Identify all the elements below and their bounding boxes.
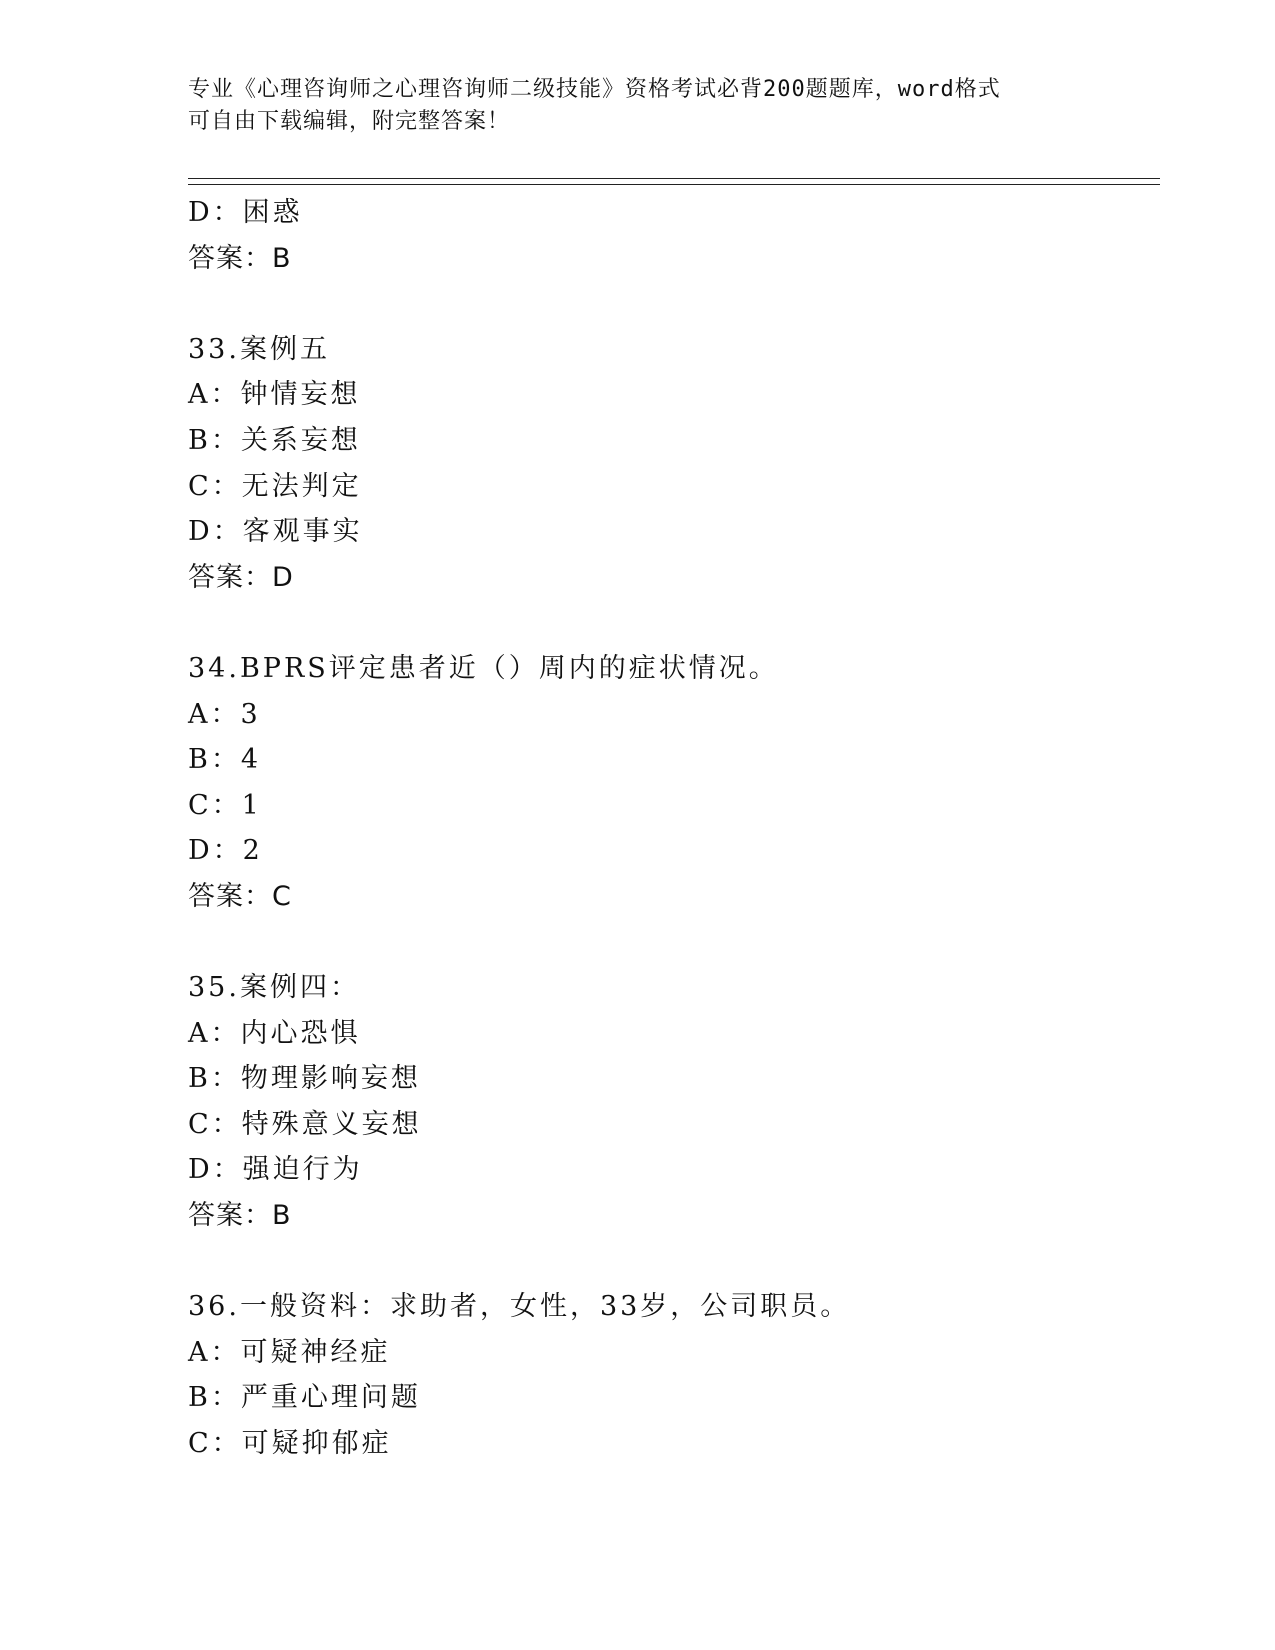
question-block-35 — [188, 965, 1148, 1239]
option-a: A：钟情妄想 — [188, 379, 361, 411]
option-a: A：内心恐惧 — [188, 1017, 361, 1049]
spacer — [188, 600, 1148, 646]
header-line-2: 可自由下载编辑，附完整答案！ — [188, 109, 511, 134]
question-text: 34.BPRS评定患者近（）周内的症状情况。 — [188, 652, 779, 684]
answer: 答案：B — [188, 1200, 292, 1232]
spacer — [188, 281, 1148, 327]
answer: 答案：B — [188, 242, 292, 274]
answer: 答案：C — [188, 880, 292, 912]
question-block-33 — [188, 327, 1148, 601]
question-text: 33.案例五 — [188, 333, 330, 365]
option-d: D：强迫行为 — [188, 1154, 363, 1186]
header-divider-bottom — [188, 184, 1160, 185]
spacer — [188, 1239, 1148, 1285]
header-line-1: 专业《心理咨询师之心理咨询师二级技能》资格考试必背200题题库，word格式 — [188, 77, 1001, 102]
document-header — [188, 74, 1088, 138]
option-b: B：严重心理问题 — [188, 1382, 421, 1414]
question-text: 35.案例四： — [188, 972, 360, 1004]
option-b: B：关系妄想 — [188, 424, 361, 456]
question-block-34 — [188, 646, 1148, 920]
option-b: B：物理影响妄想 — [188, 1063, 421, 1095]
spacer — [188, 920, 1148, 966]
option-c: C：可疑抑郁症 — [188, 1428, 392, 1460]
question-block-previous — [188, 190, 1148, 281]
option-d: D：困惑 — [188, 197, 303, 228]
question-list — [188, 190, 1148, 1467]
option-c: C：无法判定 — [188, 470, 362, 502]
option-b: B：4 — [188, 744, 262, 776]
option-d: D：2 — [188, 835, 263, 867]
option-a: A：可疑神经症 — [188, 1336, 391, 1368]
question-block-36 — [188, 1284, 1148, 1466]
option-a: A：3 — [188, 698, 261, 730]
option-d: D：客观事实 — [188, 516, 363, 548]
answer: 答案：D — [188, 561, 294, 593]
option-c: C：特殊意义妄想 — [188, 1108, 422, 1140]
question-text: 36.一般资料：求助者，女性，33岁，公司职员。 — [188, 1291, 851, 1323]
header-divider-top — [188, 178, 1160, 179]
option-c: C：1 — [188, 789, 262, 821]
